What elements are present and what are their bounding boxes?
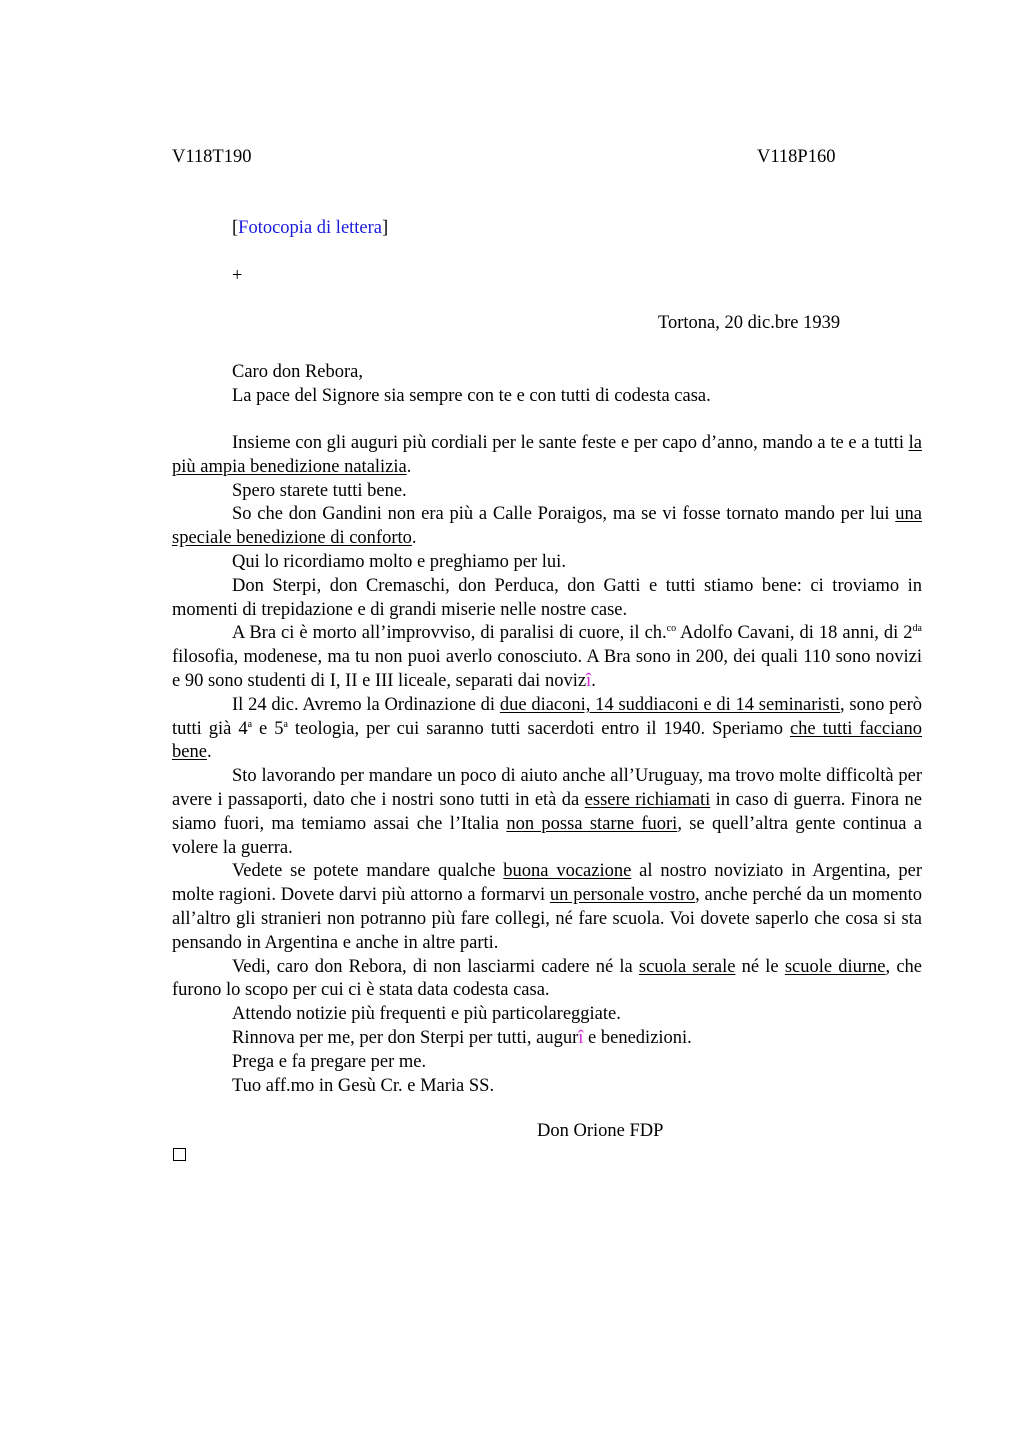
underlined-text: scuola serale [638,956,736,977]
empty-square-symbol [173,1148,186,1161]
greeting-line: La pace del Signore sia sempre con te e con tutti di codesta casa. [232,386,711,406]
note-label: Fotocopia di lettera [238,218,383,238]
superscript: da [912,623,922,635]
paragraph-14: Tuo aff.mo in Gesù Cr. e Maria SS. [232,1075,495,1096]
text-span: Vedi, caro don Rebora, di non lasciarmi cadere né la [232,956,639,977]
text-span: Insieme con gli auguri più cordiali per le sante feste e per capo d’anno, mando a te e a tutti [232,433,909,453]
underlined-text: non possa starne fuori [506,813,678,834]
paragraph-8 [172,765,922,860]
text-span: e 5 [252,718,284,739]
paragraph-5: Don Sterpi, don Cremaschi, don Perduca, don Gatti e tutti stiamo bene: ci troviamo in momenti di trepidazione e di grandi miserie nelle nostre case. [172,575,922,620]
underlined-text: che tutti facciano bene [172,718,922,763]
superscript: a [247,718,253,730]
text-span: . [206,742,212,763]
paragraph-3 [172,503,922,551]
text-span: e benedizioni. [583,1027,692,1048]
note-open-bracket: [ [232,218,239,238]
paragraph-13: Prega e fa pregare per me. [232,1051,427,1072]
text-span: filosofia, modenese, ma tu non puoi averlo conosciuto. A Bra sono in 200, dei quali 110 sono novizi e 90 sono studenti di I, II e III liceale, separati dai noviz [172,647,922,691]
paragraph-7 [172,694,922,765]
paragraph-2: Spero starete tutti bene. [232,480,407,501]
cross-symbol: + [232,266,243,286]
paragraph-1 [172,432,922,480]
underlined-text: una speciale benedizione di conforto [172,504,922,549]
text-span: , anche perché da un momento all’altro gli stranieri non potranno più fare collegi, né fare scuola. Voi dovete saperlo che cosa si sta pensando in Argentina e anche in altre parti. [172,885,922,953]
underlined-text: essere richiamati [584,789,711,810]
note-close-bracket: ] [382,218,389,238]
text-span: . [406,456,412,477]
highlighted-char: î [578,1027,584,1048]
superscript: a [283,718,288,730]
underlined-text: la più ampia benedizione natalizia [172,433,922,477]
text-span: al nostro noviziato in Argentina, per molte ragioni. Dovete darvi più attorno a formarvi [172,861,922,906]
document-code-left: V118T190 [172,147,252,167]
text-span: . [411,528,417,549]
text-span: Vedete se potete mandare qualche [232,861,504,882]
paragraph-4: Qui lo ricordiamo molto e preghiamo per lui. [232,551,566,572]
highlighted-char: î [586,670,592,691]
text-span: né le [735,956,785,977]
text-span: , se quell’altra gente continua a volere la guerra. [172,813,922,858]
superscript: co [666,623,677,635]
text-span: teologia, per cui saranno tutti sacerdoti entro il 1940. Speriamo [287,718,790,739]
salutation: Caro don Rebora, [232,362,364,382]
underlined-text: un personale vostro [549,885,696,906]
paragraph-12 [172,1027,922,1051]
underlined-text: scuole diurne [784,956,886,977]
photocopy-note [232,218,388,239]
signature: Don Orione FDP [537,1121,664,1141]
letter-date: Tortona, 20 dic.bre 1939 [658,313,841,333]
letter-body [172,432,922,1098]
text-span: Adolfo Cavani, di 18 anni, di 2 [676,623,913,644]
text-span: , che furono lo scopo per cui ci è stata data codesta casa. [172,956,922,1001]
text-span: A Bra ci è morto all’improvviso, di paralisi di cuore, il ch. [232,623,667,644]
paragraph-9 [172,860,922,955]
paragraph-11: Attendo notizie più frequenti e più particolareggiate. [232,1004,621,1025]
text-span: . [591,670,596,691]
paragraph-6 [172,622,922,693]
text-span: , sono però tutti già 4 [172,694,922,739]
text-span: So che don Gandini non era più a Calle Poraigos, ma se vi fosse tornato mando per lui [232,504,896,525]
document-code-right: V118P160 [757,147,836,167]
text-span: Il 24 dic. Avremo la Ordinazione di [232,694,500,715]
text-span: in caso di guerra. Finora ne siamo fuori, ma temiamo assai che l’Italia [172,789,922,834]
underlined-text: due diaconi, 14 suddiaconi e di 14 seminaristi [499,694,840,715]
paragraph-10 [172,956,922,1004]
text-span: Rinnova per me, per don Sterpi per tutti, augur [232,1027,579,1048]
text-span: Sto lavorando per mandare un poco di aiuto anche all’Uruguay, ma trovo molte difficoltà per avere i passaporti, dato che i nostri sono tutti in età da [172,766,922,810]
underlined-text: buona vocazione [503,861,632,882]
